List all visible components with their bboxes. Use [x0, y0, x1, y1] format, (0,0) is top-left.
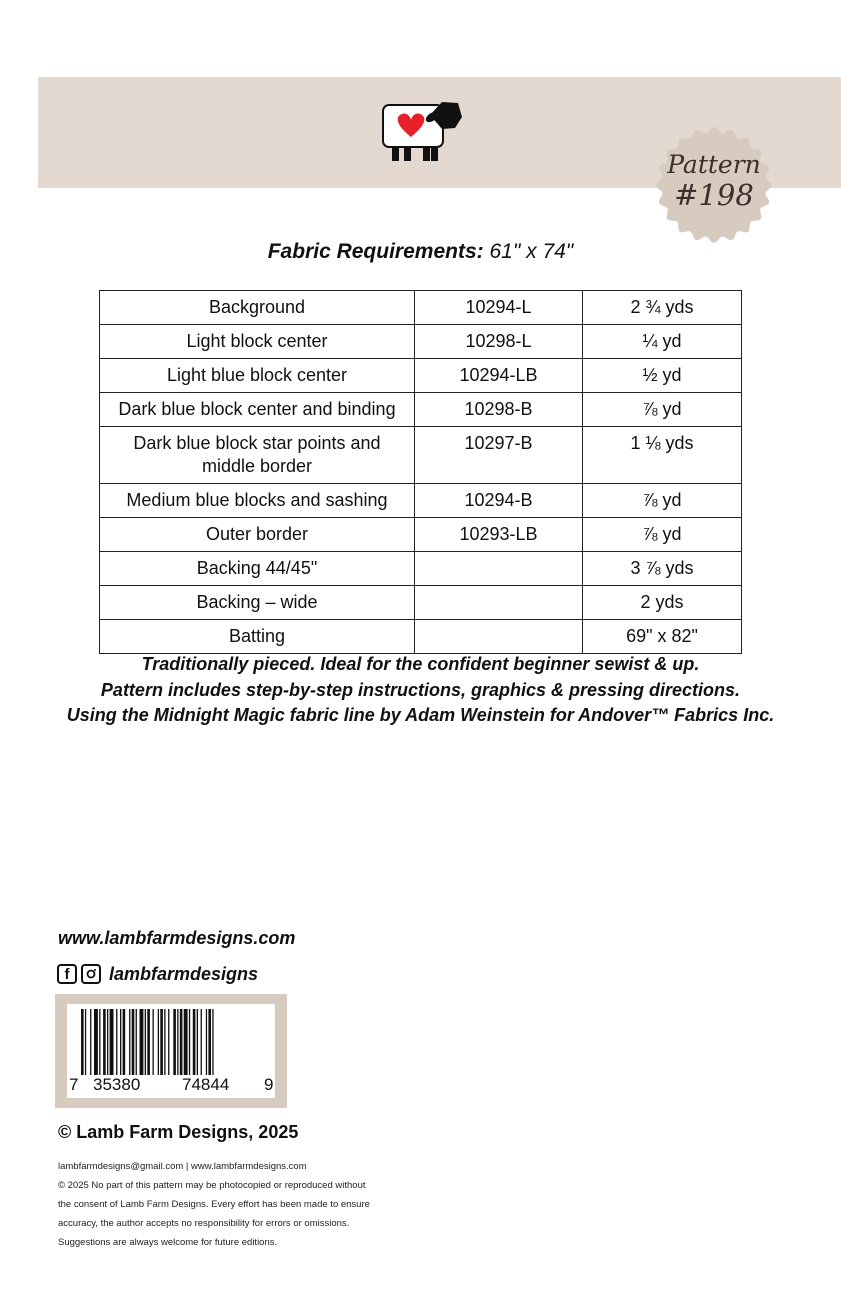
pattern-number-badge [655, 150, 773, 210]
fabric-amount-cell: ⅞ yd [583, 393, 742, 427]
barcode-bar [107, 1009, 108, 1075]
fabric-code-cell: 10293-LB [415, 518, 583, 552]
barcode-digits-left: 35380 [93, 1075, 141, 1094]
fabric-requirements-table [99, 290, 742, 654]
barcode-bar [140, 1009, 144, 1075]
barcode-bar [208, 1009, 211, 1075]
fabric-code-cell: 10298-L [415, 325, 583, 359]
fabric-row [100, 552, 742, 586]
fabric-name-cell: Light block center [100, 325, 415, 359]
fine-print-line: accuracy, the author accepts no responsibility for errors or omissions. [58, 1218, 350, 1229]
requirements-label: Fabric Requirements: [267, 240, 484, 263]
fabric-row [100, 291, 742, 325]
badge-line1: Pattern [667, 150, 761, 179]
fabric-row [100, 620, 742, 654]
social-handle[interactable]: lambfarmdesigns [109, 963, 259, 984]
barcode-bar [116, 1009, 117, 1075]
fabric-code-cell [415, 552, 583, 586]
barcode-bar [85, 1009, 86, 1075]
fabric-name-cell: Backing – wide [100, 586, 415, 620]
barcode-bar [184, 1009, 188, 1075]
fabric-name-cell: Background [100, 291, 415, 325]
barcode-bar [193, 1009, 196, 1075]
barcode-bar [123, 1009, 126, 1075]
fine-print-line: © 2025 No part of this pattern may be photocopied or reproduced without [58, 1180, 366, 1191]
barcode-bar [206, 1009, 207, 1075]
barcode-bars [77, 1009, 267, 1075]
barcode-bar [110, 1009, 114, 1075]
pattern-notes [0, 652, 841, 729]
barcode-bar [90, 1009, 91, 1075]
fabric-code-cell: 10298-B [415, 393, 583, 427]
barcode-bar [147, 1009, 150, 1075]
fabric-row [100, 393, 742, 427]
fabric-amount-cell: 2 yds [583, 586, 742, 620]
note-line3: Using the Midnight Magic fabric line by Adam Weinstein for Andover™ Fabrics Inc. [66, 705, 775, 725]
barcode-bar [99, 1009, 100, 1075]
fabric-amount-cell: 69" x 82" [583, 620, 742, 654]
fabric-name-cell: Light blue block center [100, 359, 415, 393]
barcode-bar [81, 1009, 84, 1075]
note-line1: Traditionally pieced. Ideal for the confident beginner sewist & up. [141, 654, 700, 674]
fabric-amount-cell: 2 ¾ yds [583, 291, 742, 325]
fabric-row [100, 325, 742, 359]
fabric-name-cell: Dark blue block star points and middle border [100, 427, 415, 484]
fabric-amount-cell: ⅞ yd [583, 484, 742, 518]
fabric-row [100, 359, 742, 393]
barcode-bar [136, 1009, 137, 1075]
fabric-amount-cell: 1 ⅛ yds [583, 427, 742, 484]
note-line2: Pattern includes step-by-step instructions, graphics & pressing directions. [100, 679, 741, 700]
barcode-frame [55, 994, 287, 1108]
fabric-name-cell: Outer border [100, 518, 415, 552]
fine-print [58, 1157, 370, 1252]
barcode-bar [120, 1009, 121, 1075]
facebook-icon[interactable]: f [57, 964, 77, 984]
fabric-row [100, 518, 742, 552]
fabric-code-cell: 10294-B [415, 484, 583, 518]
barcode-bar [103, 1009, 106, 1075]
fabric-code-cell [415, 586, 583, 620]
website-link[interactable]: www.lambfarmdesigns.com [58, 928, 296, 948]
barcode-bar [168, 1009, 169, 1075]
barcode-bar [160, 1009, 163, 1075]
fabric-row [100, 427, 742, 484]
fabric-code-cell: 10294-LB [415, 359, 583, 393]
fine-print-line: Suggestions are always welcome for future editions. [58, 1237, 278, 1248]
quilt-size: 61" x 74" [489, 240, 574, 263]
barcode-bar [212, 1009, 213, 1075]
fabric-code-cell: 10294-L [415, 291, 583, 325]
barcode-bar [164, 1009, 165, 1075]
fabric-row [100, 586, 742, 620]
barcode-bar [145, 1009, 146, 1075]
barcode-digit-first: 7 [69, 1075, 79, 1094]
fabric-requirements-title [0, 240, 841, 264]
barcode-bar [197, 1009, 198, 1075]
barcode-bar [132, 1009, 135, 1075]
barcode-bar [158, 1009, 159, 1075]
social-row [57, 962, 258, 986]
barcode-bar [177, 1009, 178, 1075]
instagram-icon[interactable] [81, 964, 101, 984]
fabric-name-cell: Medium blue blocks and sashing [100, 484, 415, 518]
fabric-amount-cell: ⅞ yd [583, 518, 742, 552]
barcode-bar [180, 1009, 183, 1075]
copyright: © Lamb Farm Designs, 2025 [58, 1122, 299, 1142]
barcode-bar [153, 1009, 154, 1075]
fabric-amount-cell: ¼ yd [583, 325, 742, 359]
fabric-code-cell: 10297-B [415, 427, 583, 484]
barcode-bar [201, 1009, 202, 1075]
badge-line2: #198 [674, 178, 754, 212]
fabric-name-cell: Backing 44/45" [100, 552, 415, 586]
fabric-row [100, 484, 742, 518]
fabric-amount-cell: 3 ⅞ yds [583, 552, 742, 586]
barcode-bar [189, 1009, 190, 1075]
barcode-digits-right: 74844 [182, 1075, 230, 1094]
barcode [67, 1004, 275, 1098]
barcode-bar [129, 1009, 130, 1075]
fine-print-line: lambfarmdesigns@gmail.com | www.lambfarmdesigns.com [58, 1161, 307, 1172]
fabric-name-cell: Batting [100, 620, 415, 654]
fine-print-line: the consent of Lamb Farm Designs. Every effort has been made to ensure [58, 1199, 370, 1210]
fabric-name-cell: Dark blue block center and binding [100, 393, 415, 427]
fabric-amount-cell: ½ yd [583, 359, 742, 393]
barcode-bar [94, 1009, 98, 1075]
barcode-digit-last: 9 [264, 1075, 274, 1094]
sheep-logo-icon [380, 100, 464, 164]
barcode-bar [173, 1009, 176, 1075]
fabric-code-cell [415, 620, 583, 654]
